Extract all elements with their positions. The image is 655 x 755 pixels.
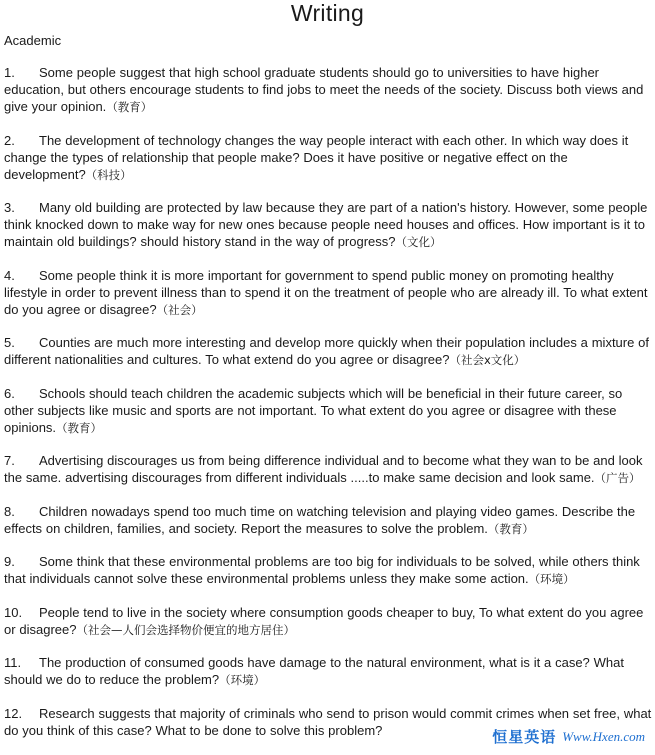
question-text: People tend to live in the society where consumption goods cheaper to buy, To what extent do you agree or disagree? <box>4 604 644 637</box>
question-number: 8. <box>4 503 15 519</box>
question-number: 6. <box>4 385 15 401</box>
question-text: Some think that these environmental problems are too big for individuals to be solved, while others think that individuals cannot solve these environmental problems unless they make some action. <box>4 554 640 586</box>
question-item <box>4 604 652 639</box>
question-number: 3. <box>4 200 15 215</box>
question-category: （文化） <box>395 235 442 249</box>
question-category: （社会） <box>156 302 203 317</box>
question-text: Counties are much more interesting and develop more quickly when their population includes a mixture of different nationalities and cultures. To what extend do you agree or disagree? <box>4 335 649 367</box>
question-text: Research suggests that majority of criminals who send to prison would commit crimes when set free, what do you think of this case? What to be done to solve this problem? <box>4 705 652 738</box>
question-item <box>4 199 652 251</box>
question-text: Advertising discourages us from being difference individual and to become what they wan to be and look the same. advertising discourages from different individuals .....to make same decision and look same. <box>4 453 643 485</box>
question-number: 10. <box>4 604 23 620</box>
question-text: The production of consumed goods have damage to the natural environment, what is it a case? What should we do to reduce the problem? <box>4 655 624 687</box>
question-item <box>4 132 652 184</box>
question-item <box>4 334 652 369</box>
question-text: Schools should teach children the academic subjects which will be beneficial in their future career, so other subjects like music and sports are not important. To what extent do you agree or disagree with these opinions. <box>4 385 623 435</box>
question-number: 4. <box>4 267 15 283</box>
question-item <box>4 553 652 588</box>
question-text: The development of technology changes the way people interact with each other. In which way does it change the types of relationship that people make? Does it have positive or negative effect on the development? <box>4 132 629 182</box>
question-list <box>4 64 652 755</box>
watermark-logo <box>490 726 647 747</box>
question-category: （社会—人们会选择物价便宜的地方居住） <box>76 622 295 637</box>
question-category: （环境） <box>219 673 266 687</box>
page-title: Writing <box>290 0 365 26</box>
question-item <box>4 385 652 437</box>
question-number: 2. <box>4 132 15 148</box>
question-text: Children nowadays spend too much time on watching television and playing video games. Describe the effects on children, families, and society. Report the measures to solve the problem. <box>4 503 636 536</box>
watermark-url: Www.Hxen.com <box>562 728 645 744</box>
question-item <box>4 452 652 487</box>
question-number: 7. <box>4 453 15 468</box>
question-text: Some people suggest that high school graduate students should go to universities to have higher education, but others encourage students to find jobs to meet the needs of the society. Discuss both views and give your opinion. <box>4 65 644 114</box>
question-number: 11. <box>4 655 22 670</box>
question-text: Many old building are protected by law because they are part of a nation's history. However, some people think knocked down to make way for new ones because people need houses and offices. How important is it to maintain old buildings? should history stand in the way of progress? <box>4 200 648 249</box>
question-item <box>4 503 652 538</box>
question-category: （社会x文化） <box>449 353 526 367</box>
section-heading: Academic <box>4 33 62 48</box>
question-number: 5. <box>4 335 15 350</box>
question-category: （教育） <box>106 100 153 114</box>
watermark-brand: 恒星英语 <box>492 728 557 746</box>
question-category: （环境） <box>528 572 575 586</box>
question-category: （科技） <box>85 167 132 182</box>
question-category: （广告） <box>594 471 641 485</box>
question-number: 12. <box>4 705 23 721</box>
question-item <box>4 64 652 116</box>
question-category: （教育） <box>56 420 103 435</box>
question-number: 1. <box>4 65 15 80</box>
question-item <box>4 267 652 319</box>
question-number: 9. <box>4 554 15 569</box>
question-category: （教育） <box>487 521 534 536</box>
question-item <box>4 654 652 689</box>
question-text: Some people think it is more important for government to spend public money on promoting healthy lifestyle in order to prevent illness than to spend it on the treatment of people who are already ill. To what extent do you agree or disagree? <box>4 267 648 317</box>
